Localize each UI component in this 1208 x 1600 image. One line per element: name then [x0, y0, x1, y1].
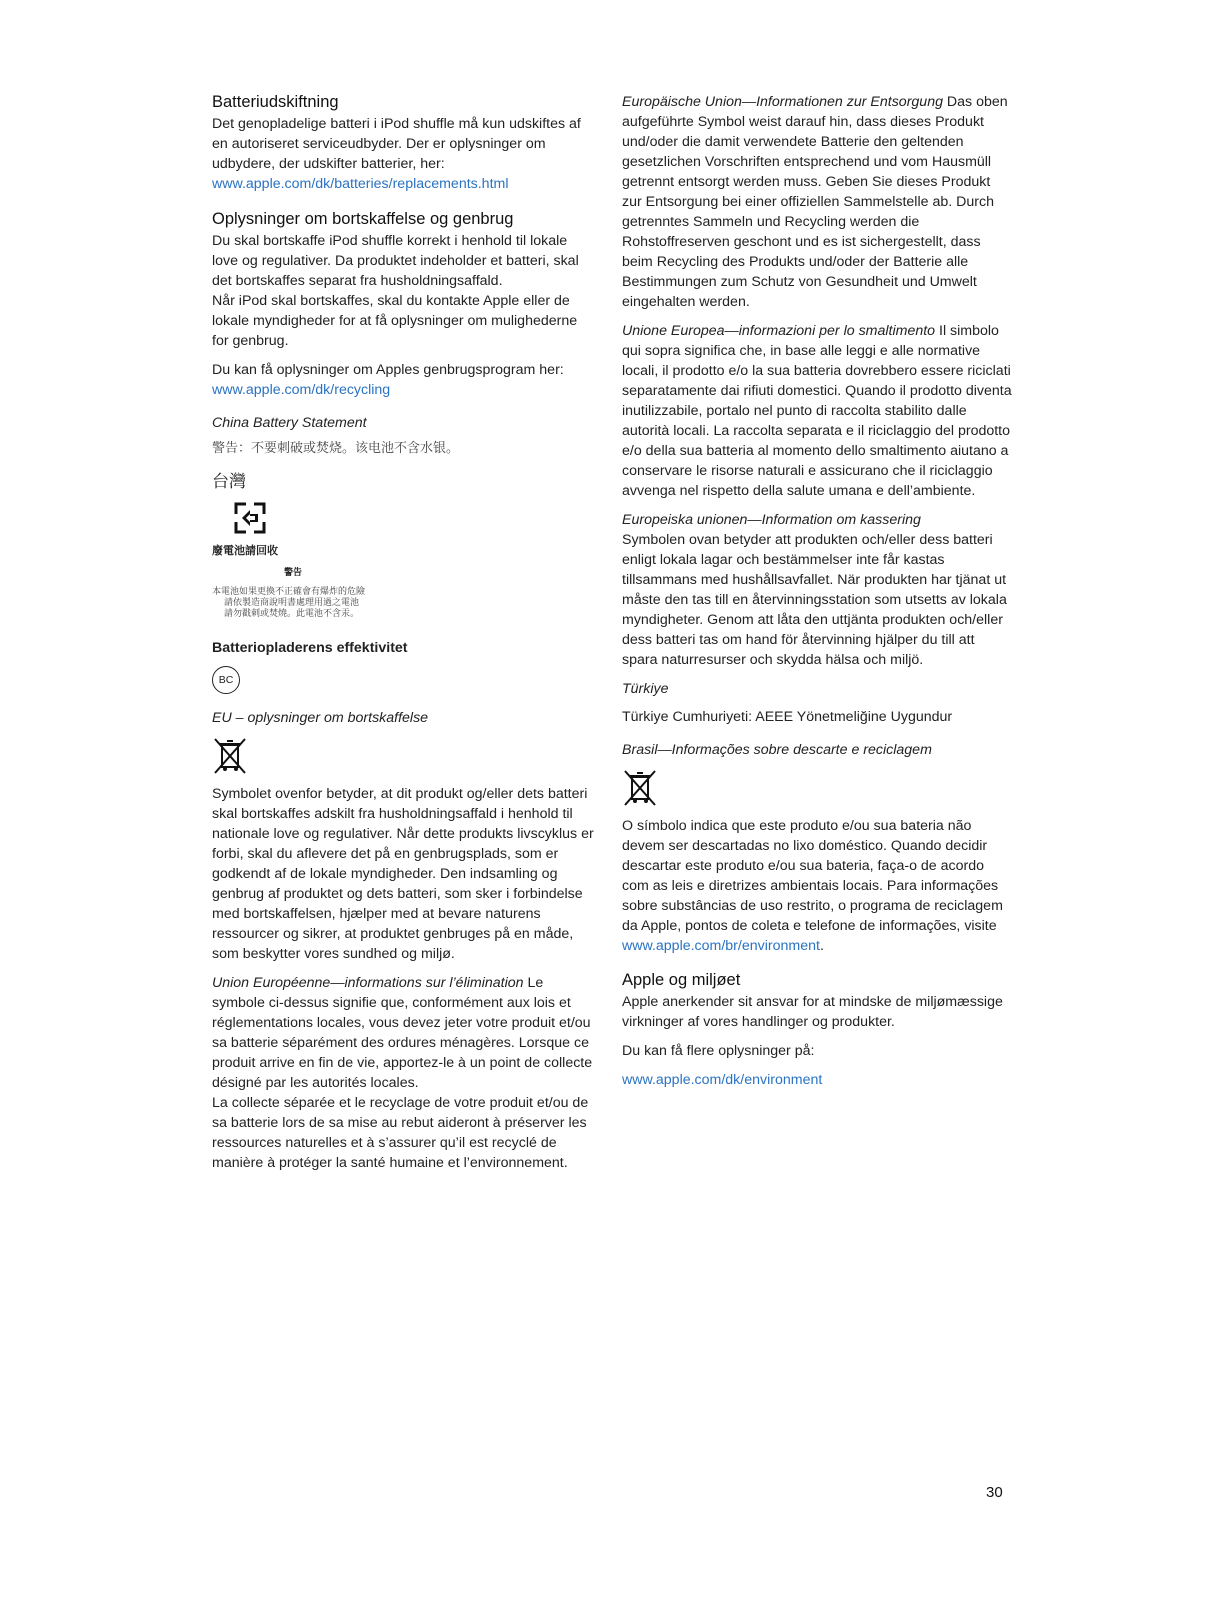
battery-replacement-link[interactable]: www.apple.com/dk/batteries/replacements.html	[212, 176, 509, 192]
it-disposal-text: Il simbolo qui sopra significa che, in base alle leggi e alle normative locali, il prodotto e/o la sua batteria dovrebbero essere riciclati separatamente dai rifiuti domestici. Quando il prodotto diventa inutilizzabile, portalo nel punto di raccolta stabilito dalle autorità locali. La raccolta separata e il riciclaggio del prodotto e/o della sua batteria al momento dello smaltimento aiutano a conservare le risorse naturali e assicurano che il riciclaggio avvenga nel rispetto della salute umana e dell’ambiente.	[622, 323, 1012, 499]
apple-environment-text: Apple anerkender sit ansvar for at mindske de miljømæssige virkninger af vores handlinger og produkter.	[622, 994, 1003, 1030]
apple-environment-link[interactable]: www.apple.com/dk/environment	[622, 1072, 823, 1088]
sv-disposal-text: Symbolen ovan betyder att produkten och/eller dess batteri enligt lokala lagar och bestämmelser inte får kastas tillsammans med hushållsavfallet. När produkten har tjänat ut måste den tas till en återvinningsstation som utsetts av lokala myndigheter. Genom att låta den uttjänta produkten och/eller dess batteri tas om hand för återvinning hjälper du till att spara naturresurser och skydda hälsa och miljö.	[622, 532, 1007, 668]
br-environment-link[interactable]: www.apple.com/br/environment	[622, 938, 820, 954]
disposal-text-1: Du skal bortskaffe iPod shuffle korrekt i henhold til lokale love og regulativer. Da produktet indeholder et batteri, skal det bortskaffes separat fra husholdningsaffald.	[212, 233, 579, 289]
taiwan-warning-line-3: 請勿戳刺或焚燒。此電池不含汞。	[224, 609, 360, 619]
fr-disposal-paragraph	[212, 973, 597, 1093]
taiwan-warning-line-1: 本電池如果更換不正確會有爆炸的危險	[212, 587, 366, 597]
apple-environment-heading: Apple og miljøet	[622, 971, 741, 989]
battery-recycle-icon	[232, 500, 268, 536]
taiwan-recycle-label: 廢電池請回收	[212, 544, 278, 557]
disposal-text-2: Når iPod skal bortskaffes, skal du kontakte Apple eller de lokale myndigheder for at få oplysninger om mulighederne for genbrug.	[212, 293, 578, 349]
it-disposal-heading: Unione Europea—informazioni per lo smaltimento	[622, 323, 936, 339]
bc-mark-icon	[212, 666, 240, 694]
page-number: 30	[986, 1484, 1003, 1501]
fr-disposal-text-2: La collecte séparée et le recyclage de votre produit et/ou de sa batterie lors de sa mise au rebut aideront à préserver les ressources naturelles et à s’assurer qu’il est recyclé de manière à protéger la santé humaine et l’environnement.	[212, 1095, 589, 1171]
china-battery-heading: China Battery Statement	[212, 415, 367, 431]
br-text-paragraph	[622, 816, 1012, 956]
tr-heading: Türkiye	[622, 681, 669, 697]
taiwan-warning-line-2: 請依製造商說明書處理用過之電池	[224, 598, 360, 608]
battery-replacement-heading: Batteriudskiftning	[212, 93, 339, 111]
china-battery-text: 警告：不要刺破或焚烧。该电池不含水银。	[212, 441, 460, 456]
taiwan-warning-title: 警告	[284, 568, 303, 578]
disposal-heading: Oplysninger om bortskaffelse og genbrug	[212, 210, 514, 228]
sv-disposal-heading: Europeiska unionen—Information om kassering	[622, 512, 921, 528]
de-disposal-paragraph	[622, 92, 1012, 312]
recycling-text: Du kan få oplysninger om Apples genbrugsprogram her:	[212, 362, 564, 378]
br-text: O símbolo indica que este produto e/ou sua bateria não devem ser descartadas no lixo doméstico. Quando decidir descartar este produto e/ou sua bateria, faça-o de acordo com as leis e diretrizes ambientais locais. Para informações sobre substâncias de uso restrito, o programa de reciclagem da Apple, pontos de coleta e telefone de informações, visite	[622, 818, 1003, 934]
weee-bin-icon	[212, 736, 248, 776]
battery-replacement-text: Det genopladelige batteri i iPod shuffle må kun udskiftes af en autoriseret serviceudbyder. Der er oplysninger om udbydere, der udskifter batterier, her:	[212, 116, 581, 172]
de-disposal-heading: Europäische Union—Informationen zur Entsorgung	[622, 94, 943, 110]
taiwan-heading: 台灣	[212, 472, 246, 492]
fr-disposal-text-1: Le symbole ci-dessus signifie que, conformément aux lois et réglementations locales, vous devez jeter votre produit et/ou sa batterie séparément des ordures ménagères. Lorsque ce produit arrive en fin de vie, apportez-le à un point de collecte désigné par les autorités locales.	[212, 975, 593, 1091]
de-disposal-text: Das oben aufgeführte Symbol weist darauf hin, dass dieses Produkt und/oder die damit verwendete Batterie den geltenden gesetzlichen Vorschriften entsprechend und vom Hausmüll getrennt entsorgt werden muss. Geben Sie dieses Produkt zur Entsorgung bei einer offiziellen Sammelstelle ab. Durch getrenntes Sammeln und Recycling werden die Rohstoffreserven geschont und es ist sichergestellt, dass beim Recycling des Produkts und/oder der Batterie alle Bestimmungen zum Schutz von Gesundheit und Umwelt eingehalten werden.	[622, 94, 1008, 310]
charger-efficiency-heading: Batteriopladerens effektivitet	[212, 640, 408, 656]
right-column	[622, 92, 1012, 1099]
apple-environment-more: Du kan få flere oplysninger på:	[622, 1043, 815, 1059]
bc-label: BC	[218, 674, 234, 686]
left-column	[212, 92, 597, 1182]
tr-text: Türkiye Cumhuriyeti: AEEE Yönetmeliğine Uygundur	[622, 709, 953, 725]
eu-disposal-heading: EU – oplysninger om bortskaffelse	[212, 710, 429, 726]
fr-disposal-heading: Union Européenne—informations sur l’élimination	[212, 975, 524, 991]
it-disposal-paragraph	[622, 321, 1012, 501]
br-heading: Brasil—Informações sobre descarte e reciclagem	[622, 742, 932, 758]
br-text-end: .	[819, 938, 824, 954]
eu-disposal-text: Symbolet ovenfor betyder, at dit produkt og/eller dets batteri skal bortskaffes adskilt fra husholdningsaffald i henhold til nationale love og regulativer. Når dette produkts livscyklus er forbi, skal du aflevere det på en genbrugsplads, som er godkendt af de lokale myndigheder. Den indsamling og genbrug af produktet og dets batteri, som sker i forbindelse med bortskaffelsen, hjælper med at bevare naturens ressourcer og sikrer, at produktet genbruges på en måde, som beskytter vores sundhed og miljø.	[212, 786, 594, 962]
recycling-link[interactable]: www.apple.com/dk/recycling	[212, 382, 391, 398]
weee-bin-icon-br	[622, 768, 658, 808]
